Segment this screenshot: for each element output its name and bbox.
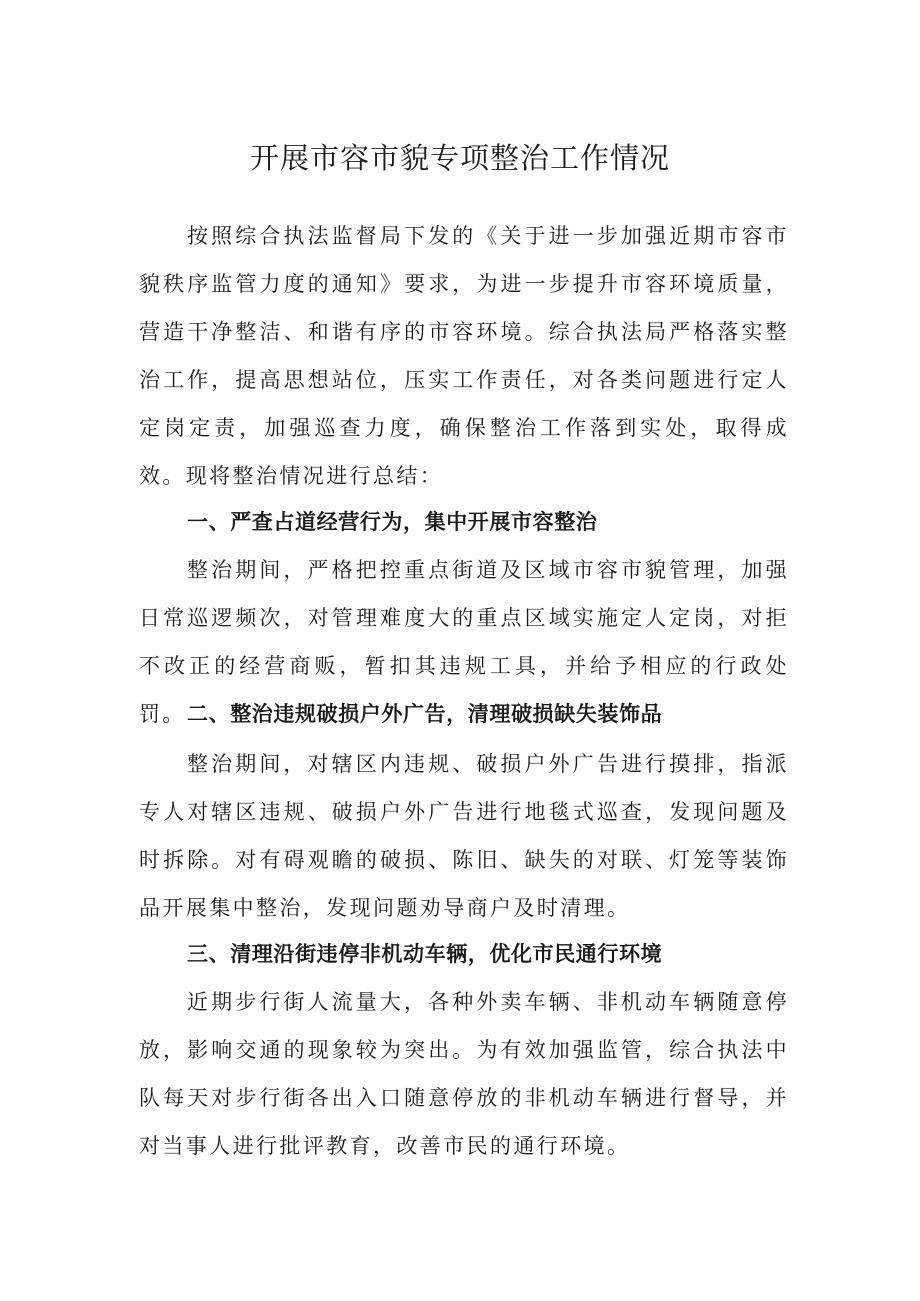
document-title: 开展市容市貌专项整治工作情况 [249,141,670,175]
section-paragraph-2: 整治期间，对辖区内违规、破损户外广告进行摸排，指派专人对辖区违规、破损户外广告进行地毯式巡查，发现问题及时拆除。对有碍观瞻的破损、陈旧、缺失的对联、灯笼等装饰品开展集中整治，发现问题劝导商户及时清理。 [139,752,789,920]
intro-paragraph: 按照综合执法监督局下发的《关于进一步加强近期市容市貌秩序监管力度的通知》要求，为进一步提升市容环境质量，营造干净整洁、和谐有序的市容环境。综合执法局严格落实整治工作，提高思想站位，压实工作责任，对各类问题进行定人定岗定责，加强巡查力度，确保整治工作落到实处，取得成效。现将整治情况进行总结： [139,224,789,488]
section-heading-3: 三、清理沿街违停非机动车辆，优化市民通行环境 [187,942,663,966]
section-paragraph-1: 整治期间，严格把控重点街道及区域市容市貌管理，加强日常巡逻频次，对管理难度大的重点区域实施定人定岗，对拒不改正的经营商贩，暂扣其违规工具，并给予相应的行政处罚。 [139,558,789,726]
section-paragraph-3: 近期步行街人流量大，各种外卖车辆、非机动车辆随意停放，影响交通的现象较为突出。为有效加强监管，综合执法中队每天对步行街各出入口随意停放的非机动车辆进行督导，并对当事人进行批评教育，改善市民的通行环境。 [139,990,789,1158]
section-heading-1: 一、严查占道经营行为，集中开展市容整治 [187,510,598,534]
section-heading-2: 二、整治违规破损户外广告，清理破损缺失装饰品 [187,702,663,726]
